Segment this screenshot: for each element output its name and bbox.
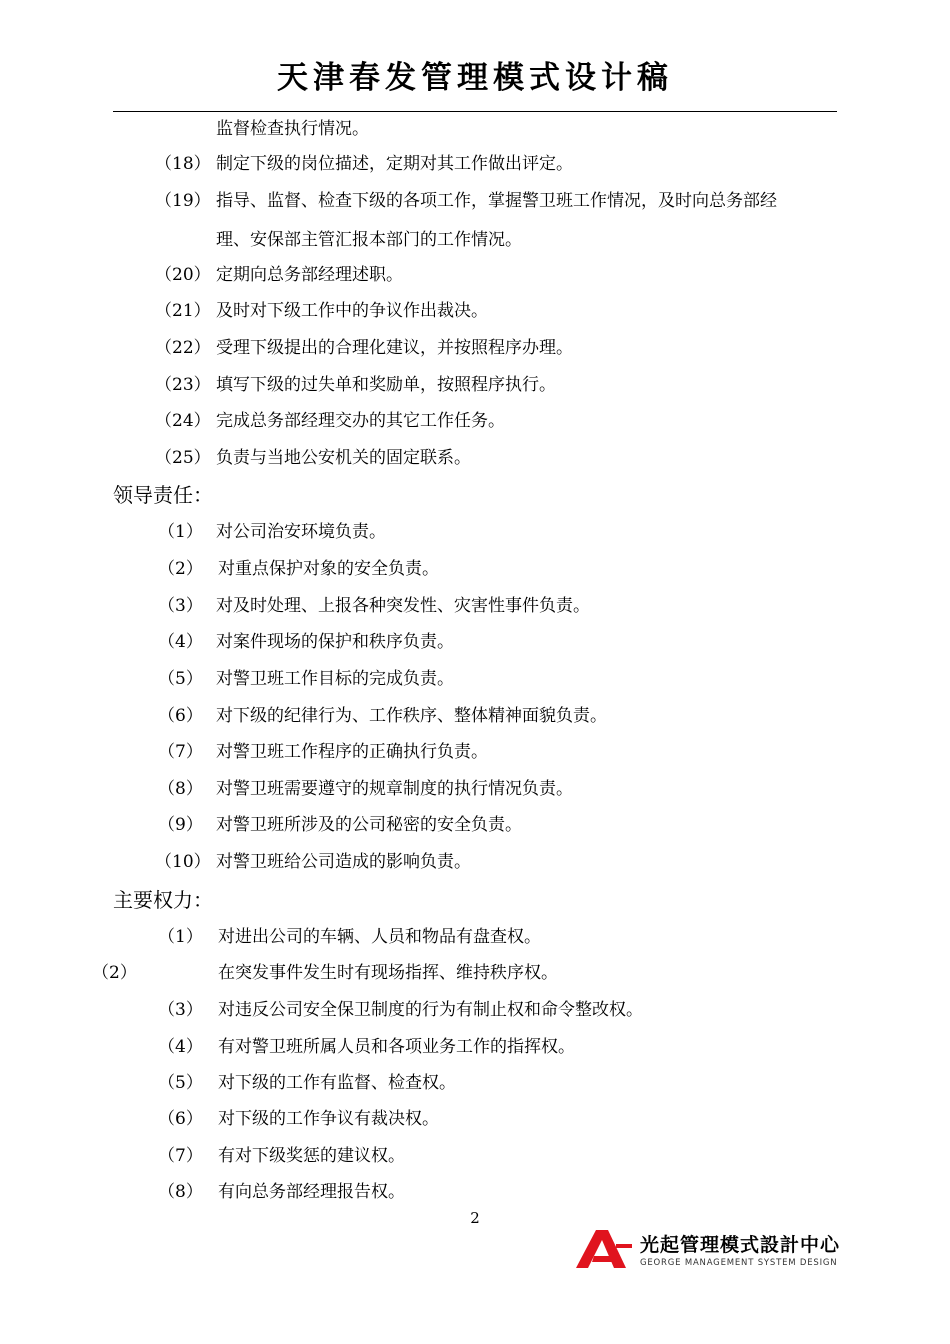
section-heading-leadership: 领导责任： — [113, 483, 213, 507]
item-number: （20） — [155, 265, 211, 285]
item-number: （25） — [155, 448, 211, 468]
logo-name: 光起管理模式設計中心 — [640, 1234, 841, 1256]
logo-a-mark-icon — [576, 1228, 634, 1270]
item-text: 对下级的纪律行为、工作秩序、整体精神面貌负责。 — [216, 706, 607, 726]
item-number: （1） — [158, 927, 203, 947]
item-text: 填写下级的过失单和奖励单，按照程序执行。 — [216, 375, 556, 395]
item-number: （4） — [158, 1037, 203, 1057]
item-number: （10） — [155, 852, 211, 872]
item-number: （4） — [158, 632, 203, 652]
item-number: （22） — [155, 338, 211, 358]
item-number: （21） — [155, 301, 211, 321]
company-logo — [576, 1228, 841, 1272]
logo-subtitle: GEORGE MANAGEMENT SYSTEM DESIGN — [640, 1258, 838, 1268]
item-number: （2） — [92, 963, 137, 983]
item-number: （8） — [158, 1182, 203, 1202]
item-number: （8） — [158, 779, 203, 799]
item-number: （23） — [155, 375, 211, 395]
document-title: 天津春发管理模式设计稿 — [277, 60, 673, 96]
item-number: （6） — [158, 706, 203, 726]
item-text: 对下级的工作有监督、检查权。 — [218, 1073, 456, 1093]
item-text: 在突发事件发生时有现场指挥、维持秩序权。 — [218, 963, 558, 983]
header-rule — [113, 111, 837, 112]
item-text: 对进出公司的车辆、人员和物品有盘查权。 — [218, 927, 541, 947]
continuation-text: 监督检查执行情况。 — [216, 119, 369, 139]
item-text: 定期向总务部经理述职。 — [216, 265, 403, 285]
section-heading-authority: 主要权力： — [113, 888, 213, 912]
item-text: 及时对下级工作中的争议作出裁决。 — [216, 301, 488, 321]
item-number: （1） — [158, 522, 203, 542]
item-text: 对警卫班需要遵守的规章制度的执行情况负责。 — [216, 779, 573, 799]
item-number: （19） — [155, 191, 211, 211]
item-text: 指导、监督、检查下级的各项工作，掌握警卫班工作情况，及时向总务部经 — [216, 191, 777, 211]
item-number: （3） — [158, 596, 203, 616]
item-number: （9） — [158, 815, 203, 835]
item-text: 对警卫班所涉及的公司秘密的安全负责。 — [216, 815, 522, 835]
item-number: （6） — [158, 1109, 203, 1129]
item-number: （7） — [158, 1146, 203, 1166]
page-number: 2 — [470, 1209, 480, 1227]
item-number: （18） — [155, 154, 211, 174]
item-text: 对重点保护对象的安全负责。 — [218, 559, 439, 579]
item-text: 对警卫班给公司造成的影响负责。 — [216, 852, 471, 872]
item-number: （7） — [158, 742, 203, 762]
item-number: （5） — [158, 1073, 203, 1093]
item-text: 对警卫班工作目标的完成负责。 — [216, 669, 454, 689]
item-text: 受理下级提出的合理化建议，并按照程序办理。 — [216, 338, 573, 358]
item-text: 有向总务部经理报告权。 — [218, 1182, 405, 1202]
item-text: 对公司治安环境负责。 — [216, 522, 386, 542]
item-text: 对及时处理、上报各种突发性、灾害性事件负责。 — [216, 596, 590, 616]
item-continuation: 理、安保部主管汇报本部门的工作情况。 — [216, 230, 522, 250]
item-number: （3） — [158, 1000, 203, 1020]
item-number: （5） — [158, 669, 203, 689]
item-number: （2） — [158, 559, 203, 579]
item-text: 对下级的工作争议有裁决权。 — [218, 1109, 439, 1129]
item-text: 有对警卫班所属人员和各项业务工作的指挥权。 — [218, 1037, 575, 1057]
item-text: 完成总务部经理交办的其它工作任务。 — [216, 411, 505, 431]
item-number: （24） — [155, 411, 211, 431]
item-text: 对警卫班工作程序的正确执行负责。 — [216, 742, 488, 762]
item-text: 负责与当地公安机关的固定联系。 — [216, 448, 471, 468]
item-text: 对违反公司安全保卫制度的行为有制止权和命令整改权。 — [218, 1000, 643, 1020]
item-text: 有对下级奖惩的建议权。 — [218, 1146, 405, 1166]
item-text: 制定下级的岗位描述，定期对其工作做出评定。 — [216, 154, 573, 174]
item-text: 对案件现场的保护和秩序负责。 — [216, 632, 454, 652]
